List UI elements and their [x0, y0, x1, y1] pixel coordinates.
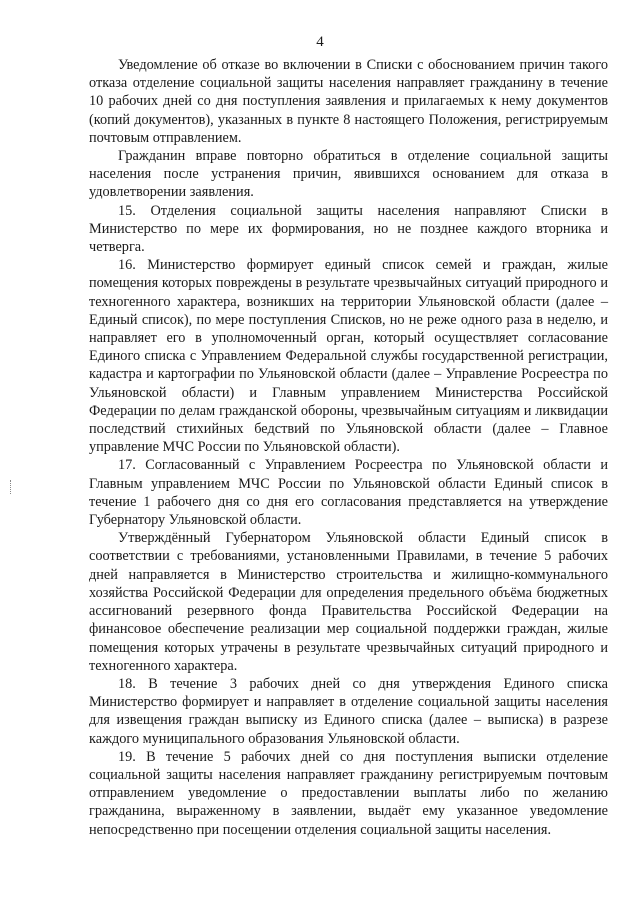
paragraph-repeat-application: Гражданин вправе повторно обратиться в отделение социальной защиты населения после устранения причин, явившихся основанием для отказа в удовлетворении заявления.	[89, 148, 608, 201]
paragraph-item-15: 15. Отделения социальной защиты населения направляют Списки в Министерство по мере их формирования, но не позднее каждого вторника и четверга.	[89, 202, 608, 256]
paragraph-item-19: 19. В течение 5 рабочих дней со дня поступления выписки отделение социальной защиты населения направляет гражданину регистрируемым почтовым отправлением уведомление о предоставлении выплаты либо по желанию гражданина, выраженному в заявлении, выдаёт ему указанное уведомление непосредственно при посещении отделения социальной защиты населения.	[89, 748, 608, 838]
document-body	[89, 56, 608, 839]
paragraph-item-18: 18. В течение 3 рабочих дней со дня утверждения Единого списка Министерство формирует и направляет в отделение социальной защиты населения для извещения граждан выписку из Единого списка (далее – выписка) в разрезе каждого муниципального образования Ульяновской области.	[89, 675, 608, 747]
paragraph-item-17: 17. Согласованный с Управлением Росреестра по Ульяновской области и Главным управлением МЧС России по Ульяновской области Единый список в течение 1 рабочего дня со дня его согласования представляется на утверждение Губернатору Ульяновской области.	[89, 457, 608, 529]
paragraph-refusal-notice: Уведомление об отказе во включении в Списки с обоснованием причин такого отказа отделение социальной защиты населения направляет гражданину в течение 10 рабочих дней со дня поступления заявления и прилагаемых к нему документов (копий документов), указанных в пункте 8 настоящего Положения, регистрируемым почтовым отправлением.	[89, 57, 608, 146]
paragraph-approved-list: Утверждённый Губернатором Ульяновской области Единый список в соответствии с требованиями, установленными Правилами, в течение 5 рабочих дней направляется в Министерство строительства и жилищно-коммунального хозяйства Российской Федерации для определения предельного объёма бюджетных ассигнований резервного фонда Правительства Российской Федерации на финансовое обеспечение реализации мер социальной поддержки граждан, жилые помещения которых утрачены в результате чрезвычайных ситуаций природного и техногенного характера.	[89, 530, 608, 674]
page-number: 4	[316, 34, 324, 50]
margin-mark	[10, 480, 13, 494]
paragraph-item-16: 16. Министерство формирует единый список семей и граждан, жилые помещения которых повреждены в результате чрезвычайных ситуаций природного и техногенного характера, возникших на территории Ульяновской области (далее – Единый список), по мере поступления Списков, но не реже одного раза в неделю, и направляет его в уполномоченный орган, который осуществляет согласование Единого списка с Управлением Федеральной службы государственной регистрации, кадастра и картографии по Ульяновской области (далее – Управление Росреестра по Ульяновской области) и Главным управлением Министерства Российской Федерации по делам гражданской обороны, чрезвычайным ситуациям и ликвидации последствий стихийных бедствий по Ульяновской области (далее – Главное управление МЧС России по Ульяновской области).	[89, 257, 608, 456]
